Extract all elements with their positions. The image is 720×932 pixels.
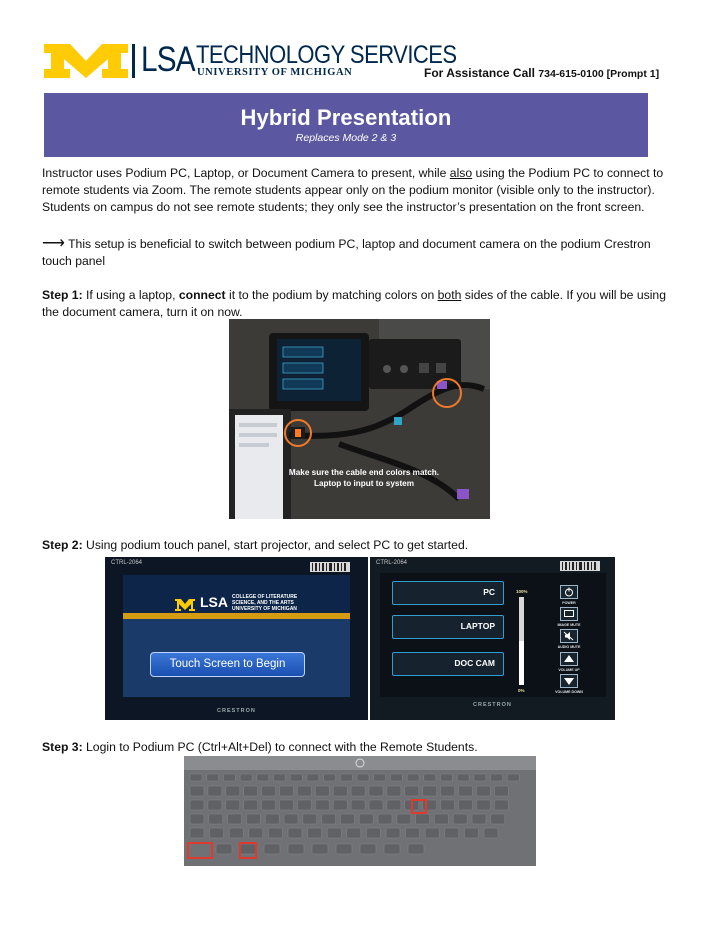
keyboard-key <box>288 828 302 838</box>
keyboard-key <box>359 814 373 824</box>
keyboard-key <box>297 786 311 796</box>
step1-label: Step 1: <box>42 288 83 302</box>
keyboard-key <box>322 814 336 824</box>
photo-caption <box>279 467 449 489</box>
keyboard-key <box>257 774 269 781</box>
keyboard-key <box>288 844 304 854</box>
keyboard-key <box>297 800 311 810</box>
keyboard-key <box>347 828 361 838</box>
keyboard-key <box>340 814 354 824</box>
keyboard-key <box>190 828 204 838</box>
monitor-icon <box>561 608 577 620</box>
keyboard-key <box>249 828 263 838</box>
panel-lsa-logo: LSA COLLEGE OF LITERATURE SCIENCE, AND THE ARTS UNIVERSITY OF MICHIGAN <box>200 594 302 612</box>
photo-caption-line2: Laptop to input to system <box>313 479 415 488</box>
keyboard-key <box>390 774 402 781</box>
keyboard-key <box>327 828 341 838</box>
keyboard-key <box>425 828 439 838</box>
image-mute-button[interactable] <box>560 607 578 621</box>
panel-college-text: COLLEGE OF LITERATURE SCIENCE, AND THE ARTS UNIVERSITY OF MICHIGAN <box>232 594 298 613</box>
power-button[interactable] <box>560 585 578 599</box>
keyboard-key <box>246 814 260 824</box>
keyboard-key <box>405 786 419 796</box>
keyboard-key <box>244 786 258 796</box>
step2-label: Step 2: <box>42 538 83 552</box>
step1-text-c: sides of the cable. If you will be using the document camera, turn it on now. <box>42 288 666 319</box>
keyboard-key <box>308 828 322 838</box>
volume-up-button[interactable] <box>560 652 578 666</box>
keyboard-key <box>240 844 256 854</box>
keyboard-key <box>312 844 328 854</box>
block-m-logo <box>44 44 128 78</box>
keyboard-key <box>223 774 235 781</box>
keyboard-key <box>340 774 352 781</box>
keyboard-key <box>226 800 240 810</box>
keyboard-key <box>208 800 222 810</box>
keyboard-key <box>226 786 240 796</box>
touch-panel-welcome-screen <box>105 557 368 720</box>
keyboard-key <box>494 800 508 810</box>
lsa-technology-services-logo <box>44 40 457 82</box>
assist-phone: 734-615-0100 [Prompt 1] <box>538 68 660 80</box>
volume-down-button[interactable] <box>560 674 578 688</box>
step2-paragraph <box>42 537 682 554</box>
keyboard-key <box>476 786 490 796</box>
keyboard-photo <box>184 756 536 866</box>
keyboard-key <box>210 828 224 838</box>
podium-cable-photo <box>229 319 490 519</box>
keyboard-key <box>476 800 490 810</box>
step2-text: Using podium touch panel, start projector, and select PC to get started. <box>82 538 469 552</box>
keyboard-key <box>290 774 302 781</box>
keyboard-key <box>190 786 204 796</box>
source-doc-cam-button[interactable]: DOC CAM <box>392 652 504 676</box>
keyboard-key <box>262 786 276 796</box>
keyboard-key <box>228 814 242 824</box>
keyboard-key <box>268 828 282 838</box>
triangle-up-icon <box>561 653 577 665</box>
step3-label: Step 3: <box>42 740 83 754</box>
keyboard-key <box>360 844 376 854</box>
step3-text: Login to Podium PC (Ctrl+Alt+Del) to connect with the Remote Students. <box>82 740 478 754</box>
crestron-label-right: CRESTRON <box>473 702 512 708</box>
keyboard-key <box>333 786 347 796</box>
keyboard-key <box>459 800 473 810</box>
keyboard-key <box>474 774 486 781</box>
keyboard-key <box>303 814 317 824</box>
volume-up-label: VOLUME UP <box>558 668 580 672</box>
keyboard-key <box>315 800 329 810</box>
power-label: POWER <box>562 601 576 605</box>
keyboard-key <box>397 814 411 824</box>
touch-panel-source-screen <box>370 557 615 720</box>
keyboard-key <box>265 814 279 824</box>
keyboard-key <box>472 814 486 824</box>
keyboard-key <box>369 800 383 810</box>
keyboard-key <box>307 774 319 781</box>
audio-mute-label: AUDIO MUTE <box>557 645 581 649</box>
keyboard-key <box>190 814 204 824</box>
keyboard-key <box>357 774 369 781</box>
keyboard-key <box>208 786 222 796</box>
keyboard-key <box>374 774 386 781</box>
keyboard-key <box>441 774 453 781</box>
keyboard-key <box>190 774 202 781</box>
step1-paragraph <box>42 287 682 321</box>
intro-also: also <box>449 166 473 180</box>
image-mute-label: IMAGE MUTE <box>557 623 581 627</box>
source-pc-button[interactable]: PC <box>392 581 504 605</box>
keyboard-key <box>280 786 294 796</box>
keyboard-key <box>384 844 400 854</box>
volume-max-label: 100% <box>516 589 528 594</box>
speaker-mute-icon <box>561 630 577 642</box>
keyboard-key <box>507 774 519 781</box>
source-laptop-button[interactable]: LAPTOP <box>392 615 504 639</box>
banner-subtitle: Replaces Mode 2 & 3 <box>295 132 397 144</box>
keyboard-key <box>453 814 467 824</box>
triangle-down-icon <box>561 675 577 687</box>
keyboard-key <box>244 800 258 810</box>
panel-id-left: CTRL-2064 <box>111 560 143 566</box>
keyboard-key <box>351 786 365 796</box>
keyboard-key <box>351 800 365 810</box>
keyboard-key <box>408 844 424 854</box>
crestron-label-left: CRESTRON <box>217 708 256 714</box>
intro-part2: using the Podium PC to connect to remote students via Zoom. The remote students appear only on the podium monitor (visible only to the instructor). Students on campus do not see remote students; they only see the instructor’s presentation on the front screen. <box>42 166 664 214</box>
step1-both: both <box>437 288 462 302</box>
keyboard-key <box>484 828 498 838</box>
logo-lsa-text: LSA <box>141 40 195 79</box>
keyboard-key <box>459 786 473 796</box>
keyboard-key <box>315 786 329 796</box>
arrow-icon: ⟶ <box>42 235 65 252</box>
keyboard-key <box>491 774 503 781</box>
keyboard-key <box>378 814 392 824</box>
keyboard-key <box>441 800 455 810</box>
banner-title: Hybrid Presentation <box>240 105 452 130</box>
keyboard-key <box>491 814 505 824</box>
keyboard-key <box>324 774 336 781</box>
keyboard-key <box>262 800 276 810</box>
panel-id-right: CTRL-2064 <box>376 560 408 566</box>
logo-divider <box>132 44 135 78</box>
intro-paragraph <box>42 165 682 216</box>
keyboard-key <box>494 786 508 796</box>
keyboard-key <box>423 786 437 796</box>
photo-caption-line1: Make sure the cable end colors match. <box>288 468 440 477</box>
keyboard-key <box>406 828 420 838</box>
keyboard-key <box>274 774 286 781</box>
keyboard-key <box>229 828 243 838</box>
step3-paragraph <box>42 739 682 756</box>
keyboard-key <box>190 800 204 810</box>
volume-down-label: VOLUME DOWN <box>555 690 583 694</box>
step1-connect: connect <box>178 288 226 302</box>
keyboard-key <box>264 844 280 854</box>
keyboard-key <box>209 814 223 824</box>
keyboard-key <box>387 786 401 796</box>
keyboard-key <box>216 844 232 854</box>
step1-text-b: it to the podium by matching colors on <box>225 288 438 302</box>
touch-screen-to-begin-button[interactable]: Touch Screen to Begin <box>150 652 305 677</box>
title-banner <box>44 93 648 157</box>
keyboard-key <box>464 828 478 838</box>
keyboard-key <box>434 814 448 824</box>
volume-min-label: 0% <box>518 688 525 693</box>
power-icon <box>561 586 577 598</box>
step1-text-a: If using a laptop, <box>82 288 179 302</box>
audio-mute-button[interactable] <box>560 629 578 643</box>
intro-part1: Instructor uses Podium PC, Laptop, or Document Camera to present, while <box>42 166 450 180</box>
keyboard-illustration <box>184 756 536 866</box>
keyboard-key <box>333 800 347 810</box>
keyboard-key <box>336 844 352 854</box>
keyboard-key <box>369 786 383 796</box>
keyboard-key <box>457 774 469 781</box>
logo-university-text: UNIVERSITY OF MICHIGAN <box>197 67 353 78</box>
keyboard-key <box>416 814 430 824</box>
keyboard-key <box>280 800 294 810</box>
keyboard-key <box>424 774 436 781</box>
note-paragraph <box>42 235 682 270</box>
note-text: This setup is beneficial to switch between podium PC, laptop and document camera on the podium Crestron touch panel <box>42 237 651 268</box>
logo-tech-text: TECHNOLOGY SERVICES <box>196 41 457 69</box>
keyboard-key <box>387 800 401 810</box>
keyboard-key <box>407 774 419 781</box>
assist-label: For Assistance Call <box>424 66 535 80</box>
assistance-line <box>424 66 659 80</box>
keyboard-key <box>207 774 219 781</box>
keyboard-key <box>386 828 400 838</box>
keyboard-key <box>423 800 437 810</box>
keyboard-key <box>366 828 380 838</box>
keyboard-key <box>284 814 298 824</box>
keyboard-key <box>441 786 455 796</box>
keyboard-key <box>445 828 459 838</box>
keyboard-key <box>240 774 252 781</box>
